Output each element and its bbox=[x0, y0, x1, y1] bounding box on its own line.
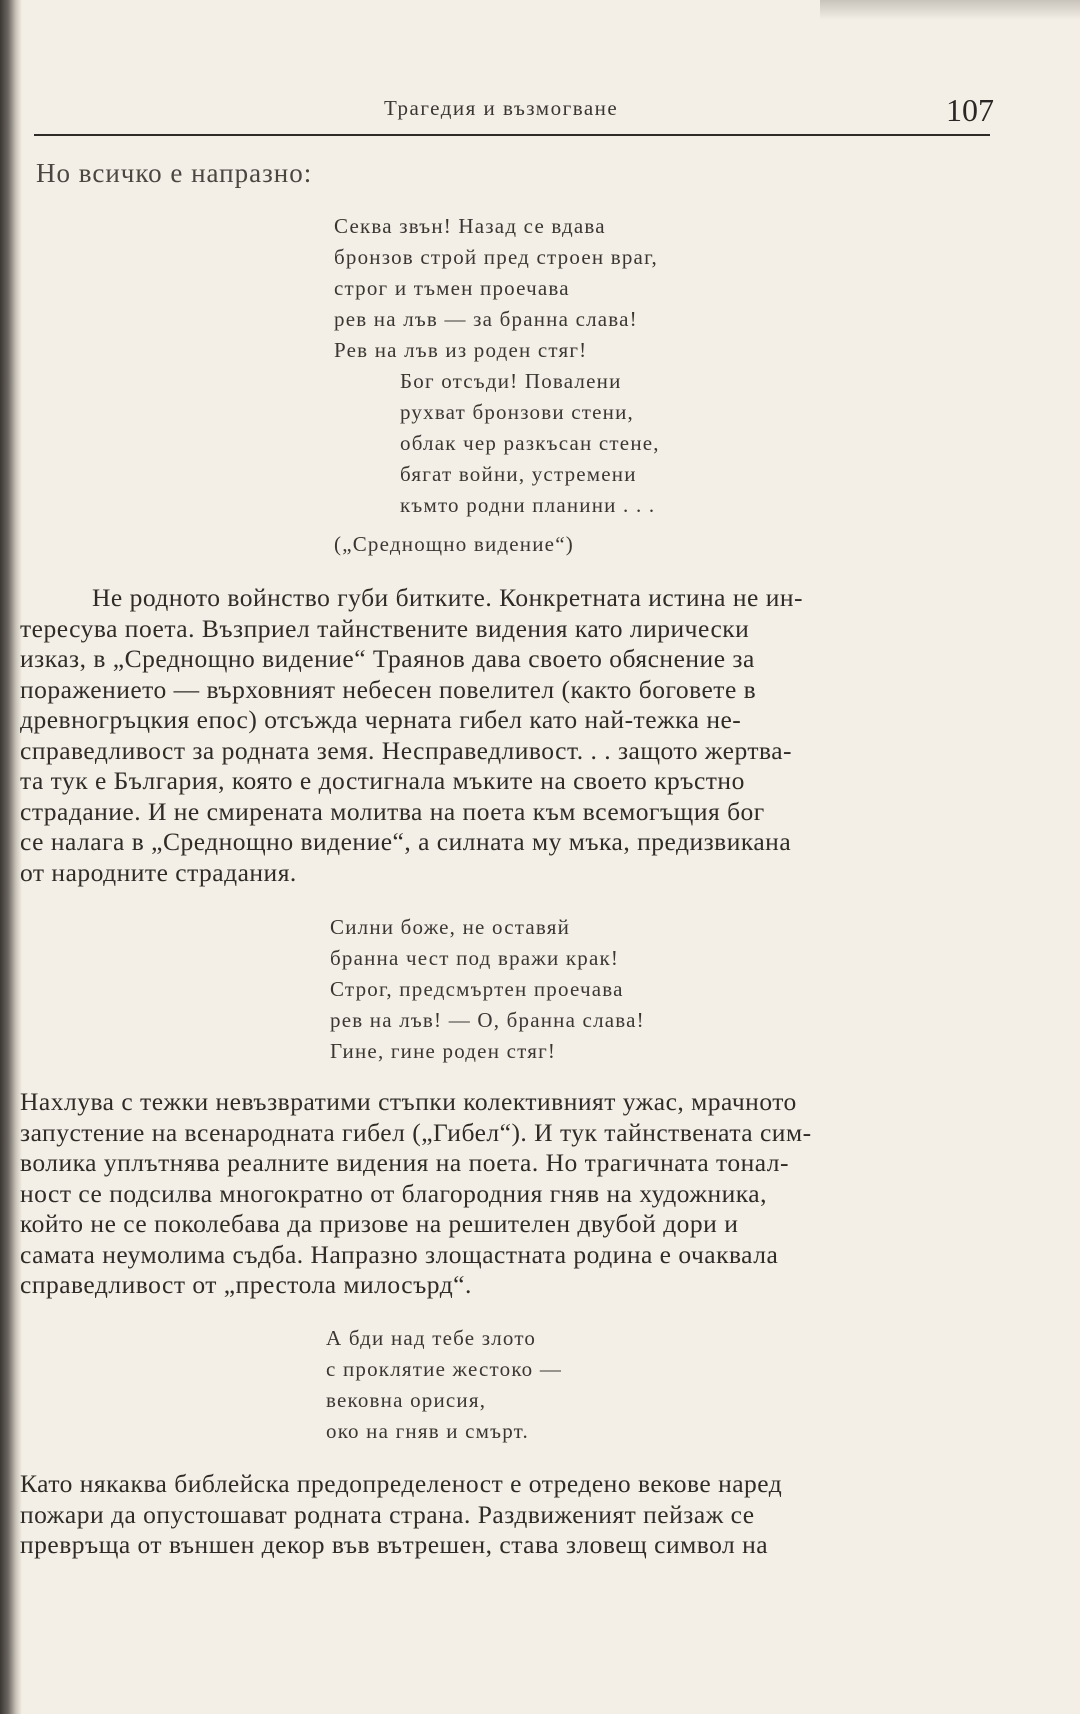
page-number: 107 bbox=[946, 92, 994, 128]
verse-block-2 bbox=[330, 912, 645, 1067]
intro-line: Но всичко е напразно: bbox=[36, 158, 313, 188]
paragraph-line: та тук е България, която е достигнала мъките на своето кръстно bbox=[20, 766, 745, 795]
verse-line: рев на лъв! — О, бранна слава! bbox=[330, 1008, 645, 1032]
paragraph-line: справедливост от „престола милосърд“. bbox=[20, 1270, 472, 1299]
paragraph-line: Не родното войнство губи битките. Конкретната истина не ин- bbox=[92, 583, 803, 612]
paragraph-line: който не се поколебава да призове на решителен двубой дори и bbox=[20, 1209, 739, 1238]
paragraph-line: волика уплътнява реалните видения на поета. Но трагичната тонал- bbox=[20, 1148, 790, 1177]
verse-line: вековна орисия, bbox=[326, 1388, 487, 1412]
running-head: Трагедия и възмогване bbox=[384, 96, 619, 120]
verse-line: око на гняв и смърт. bbox=[326, 1419, 529, 1443]
paragraph-line: справедливост за родната земя. Несправедливост. . . защото жертва- bbox=[20, 735, 793, 765]
paragraph-1 bbox=[20, 583, 980, 888]
verse-block-3 bbox=[326, 1323, 562, 1447]
verse-line: А бди над тебе злото bbox=[326, 1326, 537, 1350]
paragraph-line: се налага в „Среднощно видение“, а силната му мъка, предизвикана bbox=[20, 827, 792, 856]
paragraph-line: ност се подсилва многократно от благородния гняв на художника, bbox=[20, 1178, 767, 1208]
verse-line: Строг, предсмъртен проечава bbox=[330, 977, 624, 1001]
verse-line: Бог отсъди! Повалени bbox=[400, 369, 622, 393]
page-binding-edge bbox=[0, 0, 22, 1714]
paragraph-line: тересува поета. Възприел тайнствените видения като лирически bbox=[20, 613, 750, 643]
verse-line: бронзов строй пред строен враг, bbox=[334, 245, 658, 269]
verse-block-1 bbox=[334, 211, 660, 560]
verse-line: бягат войни, устремени bbox=[400, 462, 637, 486]
paragraph-3 bbox=[20, 1469, 980, 1561]
verse-line: Силни боже, не оставяй bbox=[330, 915, 571, 939]
verse-line: рев на лъв — за бранна слава! bbox=[334, 307, 638, 331]
verse-line: рухват бронзови стени, bbox=[400, 400, 635, 424]
paragraph-line: древногръцкия епос) отсъжда черната гибел като най-тежка не- bbox=[20, 705, 742, 734]
paragraph-line: страдание. И не смирената молитва на поета към всемогъщия бог bbox=[20, 796, 765, 826]
verse-line: къмто родни планини . . . bbox=[400, 493, 656, 517]
paragraph-line: изказ, в „Среднощно видение“ Траянов дава своето обяснение за bbox=[20, 644, 755, 673]
paragraph-line: от народните страдания. bbox=[20, 857, 297, 887]
paragraph-line: Като някаква библейска предопределеност е отредено векове наред bbox=[20, 1469, 783, 1498]
verse-line: строг и тъмен проечава bbox=[334, 276, 570, 300]
paragraph-line: превръща от външен декор във вътрешен, става зловещ символ на bbox=[20, 1530, 769, 1559]
scan-shadow bbox=[820, 0, 1080, 20]
verse-attribution: („Среднощно видение“) bbox=[334, 532, 574, 556]
paragraph-line: самата неумолима съдба. Напразно злощастната родина е очаквала bbox=[20, 1239, 779, 1269]
paragraph-2 bbox=[20, 1087, 980, 1301]
verse-line: Гине, гине роден стяг! bbox=[330, 1039, 557, 1063]
verse-line: бранна чест под вражи крак! bbox=[330, 946, 620, 970]
paragraph-line: пожари да опустошават родната страна. Раздвиженият пейзаж се bbox=[20, 1499, 755, 1529]
verse-line: Рев на лъв из роден стяг! bbox=[334, 338, 588, 362]
verse-line: Секва звън! Назад се вдава bbox=[334, 214, 606, 238]
paragraph-line: Нахлува с тежки невъзвратими стъпки колективният ужас, мрачното bbox=[20, 1087, 797, 1116]
paragraph-line: запустение на всенародната гибел („Гибел“). И тук тайнствената сим- bbox=[20, 1117, 812, 1147]
verse-line: с проклятие жестоко — bbox=[326, 1357, 563, 1381]
header-rule bbox=[34, 134, 990, 136]
paragraph-line: поражението — върховният небесен повелител (както боговете в bbox=[20, 674, 757, 704]
verse-line: облак чер разкъсан стене, bbox=[400, 431, 660, 455]
